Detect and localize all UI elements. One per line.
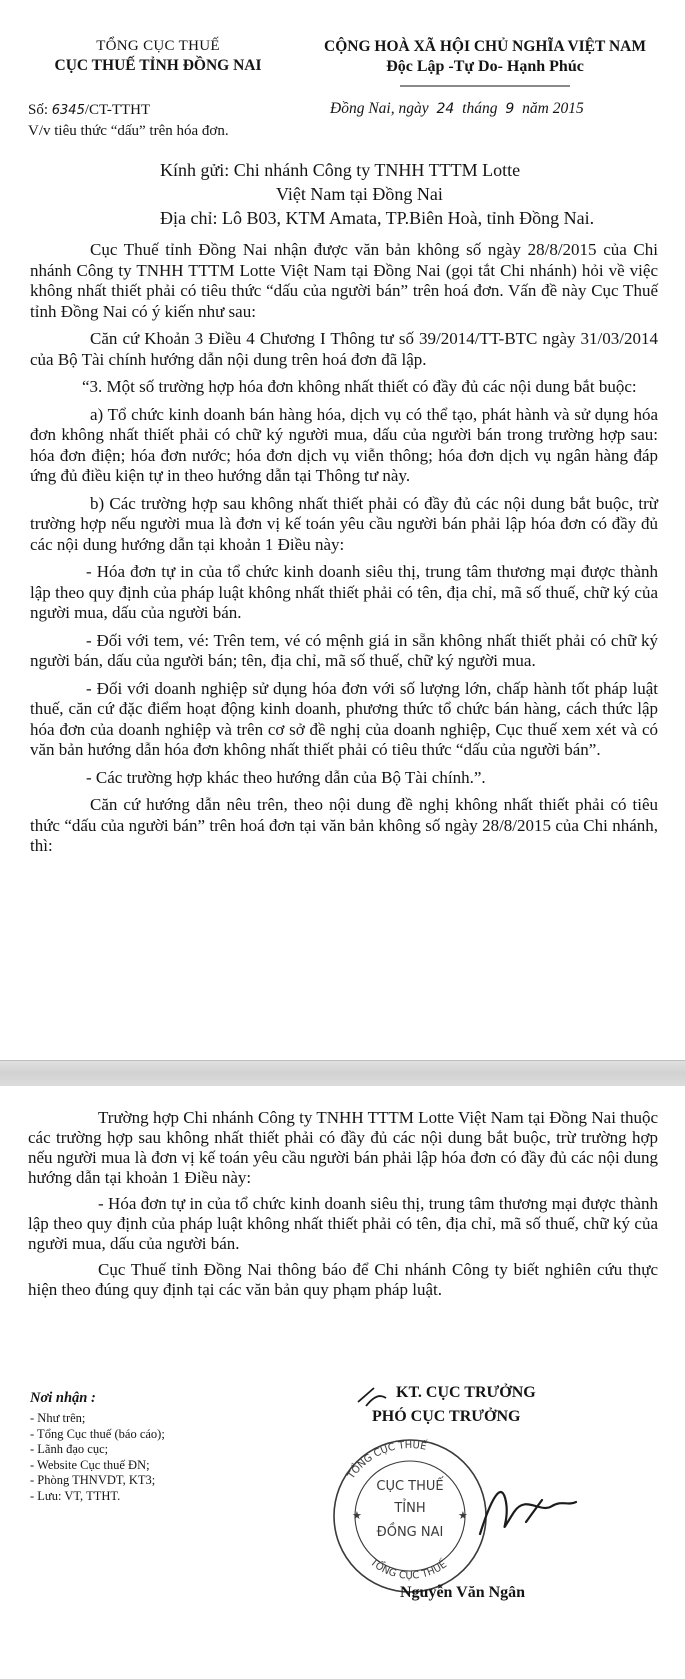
recipients-items — [30, 1411, 290, 1504]
stamp-ring-text-bottom: TỔNG CỤC THUẾ — [367, 1557, 450, 1582]
paragraph: b) Các trường hợp sau không nhất thiết phải có đầy đủ các nội dung bắt buộc, trừ trường hợp nếu người mua là đơn vị kế toán yêu cầu người bán phải lập hóa đơn có đầy đủ các nội dung hướng dẫn tại khoản 1 Điều này: — [30, 493, 658, 554]
national-motto: Độc Lập -Tự Do- Hạnh Phúc — [386, 58, 584, 75]
document-subject: V/v tiêu thức “dấu” trên hóa đơn. — [28, 123, 229, 139]
document-number — [28, 100, 229, 121]
date-month: 9 — [505, 101, 515, 117]
recipient-block — [160, 158, 660, 230]
date-day: 24 — [436, 101, 455, 117]
list-item: - Website Cục thuế ĐN; — [30, 1457, 150, 1472]
document-number-prefix: Số: — [28, 102, 49, 118]
list-item: - Lưu: VT, TTHT. — [30, 1488, 121, 1503]
letter-body-page-2 — [28, 1108, 658, 1306]
stamp-line-1: CỤC THUẾ — [376, 1479, 444, 1494]
page-divider — [0, 1060, 685, 1088]
signer-name: Nguyễn Văn Ngân — [400, 1584, 526, 1601]
list-item: - Tổng Cục thuế (báo cáo); — [30, 1426, 165, 1441]
national-header — [300, 38, 670, 94]
list-item: - Lãnh đạo cục; — [30, 1442, 109, 1456]
paragraph: - Các trường hợp khác theo hướng dẫn của Bộ Tài chính.”. — [86, 767, 486, 787]
document-number-handwritten: 6345 — [51, 103, 85, 118]
agency-parent: TỔNG CỤC THUẾ — [96, 38, 220, 54]
issue-date — [330, 100, 584, 118]
recipient-address: Địa chỉ: Lô B03, KTM Amata, TP.Biên Hoà, tỉnh Đồng Nai. — [160, 208, 595, 228]
letter-body-page-1 — [30, 240, 658, 864]
paragraph: Trường hợp Chi nhánh Công ty TNHH TTTM Lotte Việt Nam tại Đồng Nai thuộc các trường hợp sau không nhất thiết phải có đầy đủ các nội dung bắt buộc, trừ trường hợp nếu người mua là đơn vị kế toán yêu cầu người bán phải lập hóa đơn có đầy đủ các nội dung hướng dẫn tại khoản 1 Điều này: — [28, 1108, 658, 1187]
paragraph: Cục Thuế tỉnh Đồng Nai nhận được văn bản không số ngày 28/8/2015 của Chi nhánh Công ty TNHH TTTM Lotte Việt Nam tại Đồng Nai (gọi tắt Chi nhánh) hỏi về việc không nhất thiết phải có tiêu thức “dấu của người bán” trên hoá đơn. Vấn đề này Cục Thuế tỉnh Đồng Nai có ý kiến như sau: — [30, 240, 658, 321]
recipient-line-2: Việt Nam tại Đồng Nai — [276, 184, 443, 204]
recipient-line-1: Kính gửi: Chi nhánh Công ty TNHH TTTM Lotte — [160, 160, 521, 180]
date-prefix: Đồng Nai, ngày — [330, 100, 429, 117]
paragraph: “3. Một số trường hợp hóa đơn không nhất thiết có đầy đủ các nội dung bắt buộc: — [82, 377, 637, 396]
paragraph: - Hóa đơn tự in của tổ chức kinh doanh siêu thị, trung tâm thương mại được thành lập theo quy định của pháp luật không nhất thiết phải có tên, địa chỉ, mã số thuế, chữ ký của người mua, dấu của người bán. — [28, 1194, 658, 1253]
list-item: - Như trên; — [30, 1411, 86, 1425]
kt-handwritten-mark — [358, 1388, 386, 1406]
paragraph: Căn cứ Khoản 3 Điều 4 Chương I Thông tư số 39/2014/TT-BTC ngày 31/03/2014 của Bộ Tài chính hướng dẫn nội dung trên hoá đơn đã lập. — [30, 329, 658, 369]
document-number-suffix: /CT-TTHT — [84, 102, 151, 118]
nation-title: CỘNG HOÀ XÃ HỘI CHỦ NGHĨA VIỆT NAM — [324, 38, 646, 55]
paragraph: - Đối với tem, vé: Trên tem, vé có mệnh giá in sẵn không nhất thiết phải có chữ ký người bán, dấu của người bán; tên, địa chỉ, mã số thuế, chữ ký người mua. — [30, 630, 658, 670]
recipients-title: Nơi nhận : — [30, 1390, 96, 1406]
stamp-star-right: ★ — [458, 1510, 468, 1522]
agency-name: CỤC THUẾ TỈNH ĐỒNG NAI — [54, 57, 262, 74]
paragraph: Cục Thuế tỉnh Đồng Nai thông báo để Chi nhánh Công ty biết nghiên cứu thực hiện theo đúng quy định tại các văn bản quy phạm pháp luật. — [28, 1260, 658, 1299]
document-reference — [28, 100, 229, 142]
stamp-inner-ring — [355, 1461, 465, 1571]
paragraph: - Đối với doanh nghiệp sử dụng hóa đơn với số lượng lớn, chấp hành tốt pháp luật thuế, căn cứ đặc điểm hoạt động kinh doanh, phương thức tổ chức bán hàng, cách thức lập hóa đơn của doanh nghiệp và trên cơ sở đề nghị của doanh nghiệp, Cục thuế xem xét và có văn bản hướng dẫn hóa đơn không nhất thiết phải có tiêu thức “dấu của người bán”. — [30, 678, 658, 759]
stamp-star-left: ★ — [352, 1510, 362, 1522]
agency-header — [28, 38, 288, 75]
date-month-label: tháng — [462, 100, 498, 117]
signature-block — [330, 1384, 660, 1614]
handwritten-signature — [480, 1492, 576, 1534]
signature-title-2: PHÓ CỤC TRƯỞNG — [372, 1408, 521, 1425]
signature-title-1: KT. CỤC TRƯỞNG — [396, 1384, 536, 1401]
paragraph: Căn cứ hướng dẫn nêu trên, theo nội dung đề nghị không nhất thiết phải có tiêu thức “dấu của người bán” trên hoá đơn tại văn bản không số ngày 28/8/2015 của Chi nhánh, thì: — [30, 795, 658, 855]
recipients-list — [30, 1390, 290, 1504]
list-item: - Phòng THNVDT, KT3; — [30, 1473, 156, 1487]
stamp-line-2: TỈNH — [394, 1501, 426, 1516]
paragraph: a) Tổ chức kinh doanh bán hàng hóa, dịch vụ có thể tạo, phát hành và sử dụng hóa đơn không nhất thiết phải có chữ ký người mua, dấu của người bán trong trường hợp sau: hóa đơn điện; hóa đơn nước; hóa đơn dịch vụ viễn thông; hóa đơn dịch vụ ngân hàng đáp ứng đủ điều kiện tự in theo hướng dẫn tại Thông tư này. — [30, 404, 658, 485]
stamp-ring-text-top: TỔNG CỤC THUẾ — [345, 1439, 428, 1482]
paragraph: - Hóa đơn tự in của tổ chức kinh doanh siêu thị, trung tâm thương mại được thành lập theo quy định của pháp luật không nhất thiết phải có tên, địa chỉ, mã số thuế, chữ ký của người mua, dấu của người bán. — [30, 562, 658, 622]
stamp-line-3: ĐỒNG NAI — [376, 1525, 444, 1540]
date-year: năm 2015 — [522, 100, 584, 117]
motto-underline — [300, 83, 670, 89]
